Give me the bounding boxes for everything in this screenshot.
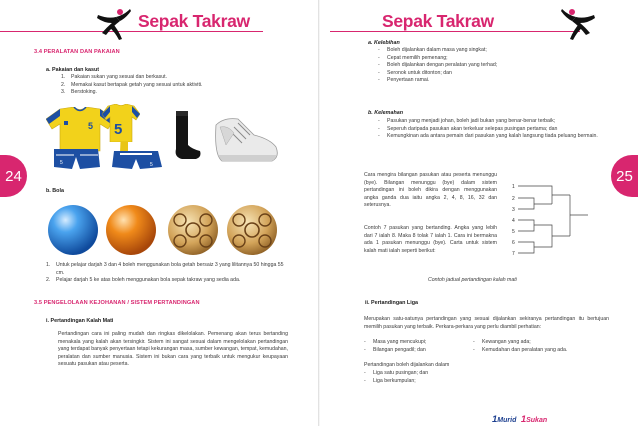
- list-item: - Seperuh daripada pasukan akan terkeluar selepas pusingan pertama; dan: [378, 126, 606, 134]
- jersey-back-image: [102, 104, 140, 142]
- svg-text:5: 5: [150, 162, 153, 168]
- list-item: - Pasukan yang menjadi johan, boleh jadi bukan yang benar-benar terbaik;: [378, 118, 606, 126]
- list-item: - Penyertaan ramai.: [378, 77, 608, 85]
- list-item: 1. Untuk pelajar darjah 3 dan 4 boleh menggunakan bola getah bersaiz 3 yang lilitannya 50 hingga 55 cm.: [46, 262, 284, 276]
- page-fold: [318, 0, 320, 426]
- subsection-title: b. Bola: [46, 188, 64, 194]
- bracket-seed: 6: [512, 240, 515, 246]
- subsection-title: ii. Pertandingan Liga: [365, 300, 419, 306]
- league-considerations-right: [473, 339, 613, 354]
- list-item: - Cepat memilih pemenang;: [378, 55, 608, 63]
- socks-image: [172, 111, 202, 161]
- list-item: 3. Berstoking.: [61, 89, 97, 96]
- rattan-takraw-ball-image: [227, 205, 277, 255]
- subsection-title: i. Pertandingan Kalah Mati: [46, 318, 114, 324]
- advantages-list: [378, 47, 608, 85]
- list-item: - Kemudahan dan peralatan yang ada.: [473, 347, 613, 355]
- league-considerations-left: [364, 339, 474, 354]
- 1murid-1sukan-logo: 1Murid 1Sukan: [492, 414, 548, 425]
- list-item: - Kewangan yang ada;: [473, 339, 613, 347]
- clothing-list: [61, 74, 281, 97]
- bracket-lines: [518, 186, 588, 253]
- sepak-takraw-player-icon: [92, 5, 132, 41]
- right-header: [330, 11, 638, 35]
- shorts-image: [54, 149, 166, 169]
- page-header-title: Sepak Takraw: [382, 11, 494, 31]
- subsection-title: a. Pakaian dan kasut: [46, 67, 100, 73]
- knockout-paragraph: Pertandingan cara ini paling mudah dan ringkas dikelolakan. Pemenang akan terus bertanding menakala yang kalah akan tersingkir. Sistem ini sangat sesuai dalam mengelolakan pertandingan yang terdapat banyak penyertaan tetapi kekurangan masa, sumber kewangan, tempat, kemudahan, peralatan dan sumber manusia. Sistem ini bukan cara yang terbaik untuk mengukur keupayaan sesuatu pasukan atau peserta.: [58, 331, 288, 368]
- list-item: - Liga berkumpulan;: [364, 378, 564, 386]
- league-types-list: [364, 370, 564, 385]
- section-title: 3.5 PENGELOLAAN KEJOHANAN / SISTEM PERTANDINGAN: [34, 300, 200, 306]
- disadvantages-list: [378, 118, 606, 141]
- bracket-seed: 5: [512, 229, 515, 235]
- page-number-left: 24: [0, 155, 27, 197]
- list-item: 2. Memakai kasut bertapak getah yang sesuai untuk aktiviti.: [61, 81, 203, 88]
- list-item: - Kemungkinan ada antara pemain dari pasukan yang kalah langsung tiada peluang bermain.: [378, 133, 606, 141]
- bracket-seed: 1: [512, 184, 515, 190]
- bracket-caption: Contoh jadual pertandingan kalah mati: [428, 277, 517, 283]
- rubber-ball-image: [106, 205, 156, 255]
- league-paragraph-2: Pertandingan boleh dijalankan dalam: [364, 362, 450, 368]
- league-paragraph: Merupakan satu-satunya pertandingan yang sesuai dijalankan sekiranya pertandingan itu bertujuan memilih pasukan yang terbaik. Perkara-perkara yang perlu diambil perhatian:: [364, 316, 609, 330]
- list-item: - Bilangan pengadil; dan: [364, 347, 474, 355]
- svg-text:5: 5: [60, 160, 63, 166]
- rattan-takraw-ball-image: [168, 205, 218, 255]
- bracket-seed: 7: [512, 251, 515, 257]
- svg-text:5: 5: [88, 121, 94, 131]
- list-item: 1. Pakaian sukan yang sesuai dan berkasut.: [61, 74, 168, 80]
- list-item: 2. Pelajar darjah 5 ke atas boleh menggunakan bola sepak takraw yang sedia ada.: [46, 277, 241, 284]
- advantages-title: a. Kelebihan: [368, 40, 400, 46]
- example-paragraph: Contoh 7 pasukan yang bertanding. Angka yang lebih dari 7 ialah 8. Maka 8 tolak 7 ialah 1. Cara ini bermakna ada 1 pasukan menunggu (bye). Carta untuk sistem kalah mati ialah seperti berikut:: [364, 225, 497, 254]
- bracket-seed: 2: [512, 196, 515, 202]
- disadvantages-title: b. Kelemahan: [368, 110, 404, 116]
- list-item: - Seronok untuk ditonton; dan: [378, 70, 608, 78]
- sepak-takraw-player-icon: [560, 5, 600, 41]
- ball-list: [46, 262, 286, 285]
- balls-image: [47, 202, 279, 258]
- sneaker-image: [214, 115, 280, 163]
- list-item: - Boleh dijalankan dengan peralatan yang terhad;: [378, 62, 608, 70]
- bracket-seed: 3: [512, 207, 515, 213]
- left-header: [0, 11, 300, 35]
- page-header-title: Sepak Takraw: [138, 11, 250, 31]
- list-item: - Masa yang mencukupi;: [364, 339, 474, 347]
- rubber-ball-image: [48, 205, 98, 255]
- bye-paragraph: Cara mengira bilangan pasukan atau peserta menunggu (bye). Bilangan menunggu (bye) dalam sistem pertandingan ini boleh dikira dengan menggunakan angka ganda dua iaitu angka 2, 4, 8, 16, 32 dan seterusnya.: [364, 172, 497, 209]
- list-item: - Boleh dijalankan dalam masa yang singkat;: [378, 47, 608, 55]
- section-title: 3.4 PERALATAN DAN PAKAIAN: [34, 49, 120, 55]
- svg-text:5: 5: [114, 121, 123, 138]
- knockout-bracket-diagram: [508, 179, 592, 259]
- list-item: - Liga satu pusingan; dan: [364, 370, 564, 378]
- page-number-right: 25: [611, 155, 638, 197]
- bracket-seed: 4: [512, 218, 515, 224]
